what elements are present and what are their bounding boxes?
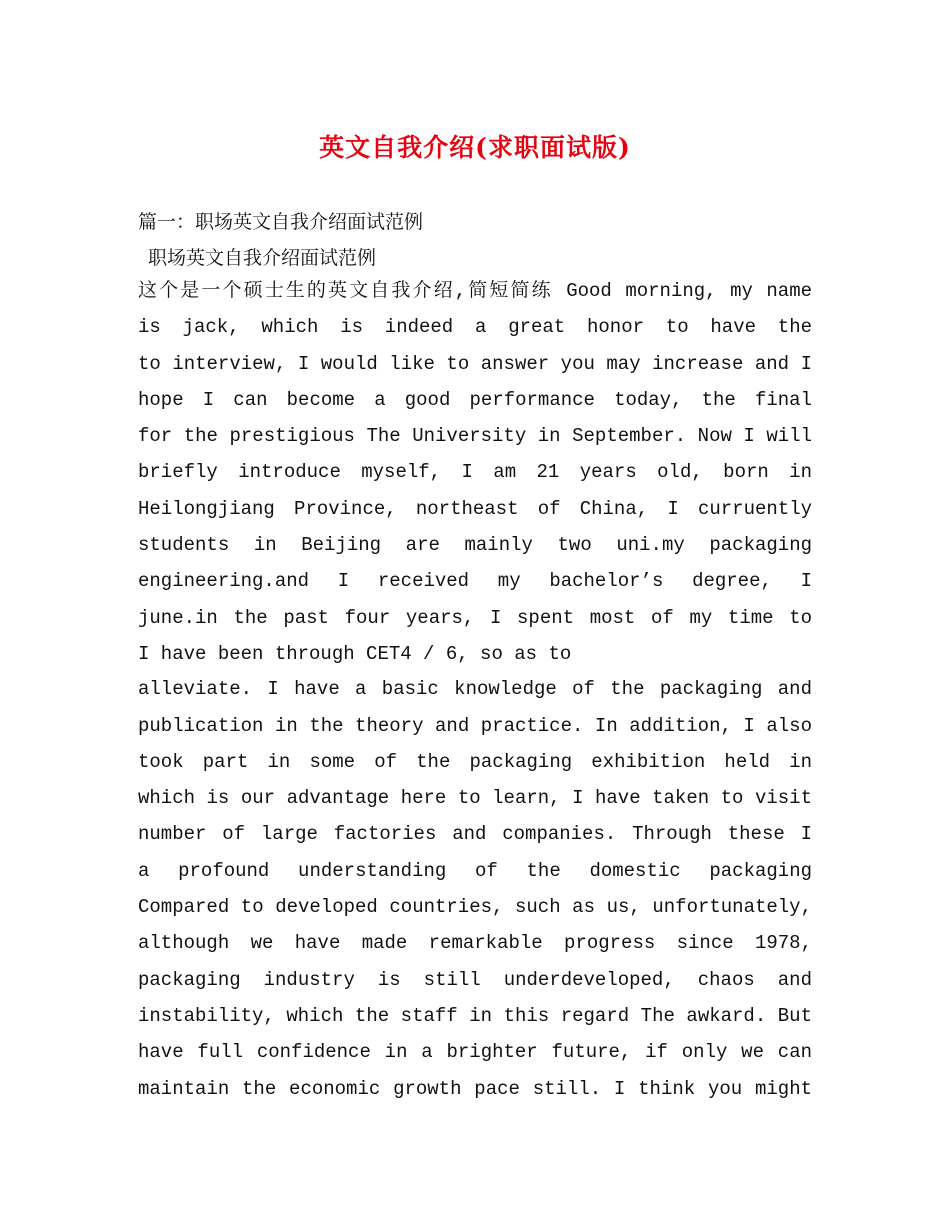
body-line: publication in the theory and practice. In addition, I also [138, 714, 812, 737]
body-line: number of large factories and companies. Through these I [138, 823, 812, 846]
body-line: is jack, which is indeed a great honor to have the [138, 316, 812, 339]
body-line: took part in some of the packaging exhibition held in [138, 750, 812, 773]
body-line: engineering.and I received my bachelor’s degree, I [138, 570, 812, 593]
body-line: alleviate. I have a basic knowledge of the packaging and [138, 678, 812, 701]
body-line: for the prestigious The University in September. Now I will [138, 425, 812, 448]
sub-heading: 职场英文自我介绍面试范例 [148, 247, 377, 269]
body-line: Heilongjiang Province, northeast of China, I curruently [138, 497, 812, 520]
body-line: Compared to developed countries, such as us, unfortunately, [138, 896, 812, 919]
body-text [138, 273, 812, 1107]
body-line: to interview, I would like to answer you may increase and I [138, 352, 812, 375]
section-heading: 篇一：职场英文自我介绍面试范例 [138, 211, 424, 233]
body-line: maintain the economic growth pace still. I think you might [138, 1077, 812, 1100]
body-line: although we have made remarkable progress since 1978, [138, 932, 812, 955]
body-line: instability, which the staff in this regard The awkard. But [138, 1004, 812, 1027]
body-line: students in Beijing are mainly two uni.my packaging [138, 534, 812, 557]
body-line: a profound understanding of the domestic packaging [138, 859, 812, 882]
body-line: briefly introduce myself, I am 21 years old, born in [138, 461, 812, 484]
body-line: 这个是一个硕士生的英文自我介绍,简短简练 Good morning, my name [138, 280, 812, 302]
body-line: june.in the past four years, I spent most of my time to [138, 606, 812, 629]
document-title: 英文自我介绍(求职面试版) [319, 133, 631, 162]
body-line: packaging industry is still underdeveloped, chaos and [138, 968, 812, 991]
body-line: which is our advantage here to learn, I have taken to visit [138, 787, 812, 810]
body-line: have full confidence in a brighter future, if only we can [138, 1041, 812, 1064]
body-line: hope I can become a good performance today, the final [138, 388, 812, 411]
body-line: I have been through CET4 / 6, so as to [138, 642, 572, 665]
